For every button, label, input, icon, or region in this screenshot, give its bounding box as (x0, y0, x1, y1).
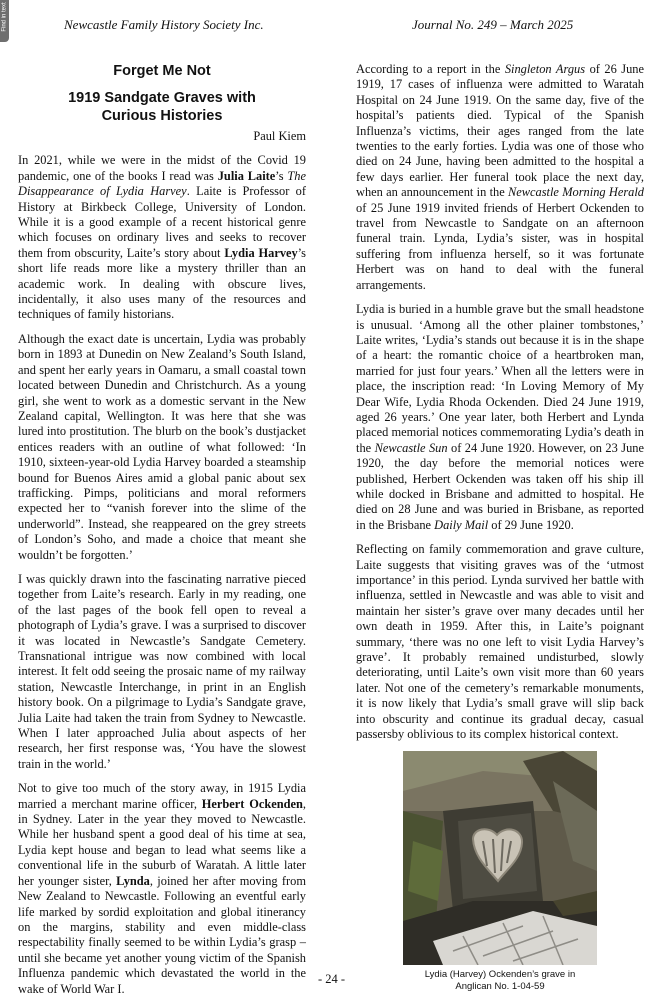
paragraph-1: In 2021, while we were in the midst of the Covid 19 pandemic, one of the books I read was Julia Laite’s The Disappearance of Lydia Harvey. Laite is Professor of History at Birkbeck College, University of London. While it is a good example of a recent historical genre which focuses on ordinary lives and seeks to recover them from obscurity, Laite’s story about Lydia Harvey’s short life reads more like a mystery thriller than an academic work. In dealing with obscure lives, incidentally, it also uses many of the resources and techniques of family historians. (18, 153, 306, 322)
article-title: Forget Me Not (113, 63, 211, 79)
grave-photo-illustration (403, 751, 597, 965)
person-name: Lydia Harvey (224, 245, 298, 260)
find-in-text-tab[interactable] (0, 0, 9, 42)
grave-photo (403, 751, 597, 965)
running-head-right: Journal No. 249 – March 2025 (412, 17, 574, 32)
newspaper-title: Newcastle Sun (374, 440, 448, 455)
find-in-text-label: Find in text (1, 2, 8, 32)
newspaper-title: Singleton Argus (504, 62, 586, 76)
newspaper-title: Newcastle Morning Herald (508, 185, 644, 200)
paragraph-2: Although the exact date is uncertain, Lydia was probably born in 1893 at Dunedin on New Zealand’s South Island, and spent her early years in Oamaru, a small coastal town located between Dunedin and Christchurch. As a young girl, she went to work as a domestic servant in the New Zealand capital, Wellington. It was here that she was lured into prostitution. The blurb on the book’s dustjacket entices readers with an outline of what followed: ‘In 1910, sixteen-year-old Lydia Harvey boarded a steamship bound for Buenos Aires amid a global panic about sex trafficking. Pimps, politicians and moral reformers expected her to “vanish forever into the slime of the underworld”. Instead, she reappeared on the grey streets of London’s Soho, and made a choice that meant she wouldn’t be forgotten.’ (18, 331, 306, 562)
person-name: Lynda (116, 873, 150, 888)
article-subtitle-line2: Curious Histories (101, 108, 223, 124)
author-byline: Paul Kiem (253, 129, 306, 143)
page-number: - 24 - (317, 972, 346, 986)
person-name: Julia Laite (217, 168, 276, 183)
article-subtitle-line1: 1919 Sandgate Graves with (68, 90, 256, 106)
person-name: Herbert Ockenden (201, 796, 303, 811)
paragraph-6: Lydia is buried in a humble grave but the small headstone is unusual. ‘Among all the other plainer tombstones,’ Laite writes, ‘Lydia’s stands out because it is in the shape of a heart: the romantic choice of a heartbroken man, married for just four years.’ When all the letters were in place, the inscription read: ‘In Loving Memory of My Dear Wife, Lydia Rhoda Ockenden. Died 24 June 1919, aged 26 years.’ One year later, both Herbert and Lynda placed memorial notices commemorating Lydia’s death in the Newcastle Sun of 24 June 1920. However, on 23 June 1920, the day before the memorial notices were published, Herbert Ockenden was taken off his ship ill while docked in Brisbane and admitted to hospital. He died on 28 June and was buried in Brisbane, as reported in the Brisbane Daily Mail of 29 June 1920. (356, 302, 644, 532)
book-title: The Disappearance of Lydia Harvey (18, 168, 306, 199)
right-column (356, 62, 644, 993)
photo-caption: Lydia (Harvey) Ockenden’s grave in Anglican No. 1-04-59 (424, 969, 576, 993)
newspaper-title: Daily Mail (434, 517, 489, 532)
left-column (18, 62, 306, 1006)
paragraph-7: Reflecting on family commemoration and grave culture, Laite suggests that visiting graves was of the ‘utmost importance’ in this period. Lynda survived her battle with influenza, settled in Newcastle and was able to visit and maintain her sister’s grave over many decades until her own death in 1959. After this, in Laite’s poignant summary, ‘there was no one left to visit Lydia Harvey’s grave’. It probably remained undisturbed, slowly deteriorating, until Laite’s own visit more than 60 years later. Not one of the cemetery’s remarkable monuments, it is now likely that Lydia’s small grave will slip back into obscurity and continue its gradual decay, casual passersby oblivious to its complex historical context. (356, 542, 644, 742)
paragraph-5: According to a report in the Singleton Argus of 26 June 1919, 17 cases of influenza were admitted to Waratah Hospital on 24 June 1919. On the same day, five of the hospital’s patients died. Typical of the Spanish Influenza’s victims, their ages ranged from the late twenties to the early forties. Lydia was one of those who died on 24 June, having been admitted to the hospital a few days earlier. Her funeral took place the next day, when an announcement in the Newcastle Morning Herald of 25 June 1919 invited friends of Herbert Ockenden to travel from Newcastle to Sandgate on an afternoon funeral train. Lynda, Lydia’s sister, was in hospital suffering from influenza herself, so it was fortunate Herbert was on hand to deal with the funeral arrangements. (356, 62, 644, 292)
paragraph-3: I was quickly drawn into the fascinating narrative pieced together from Laite’s research. Early in my reading, one of the last pages of the book fell open to reveal a photograph of Lydia’s grave. I was a surprised to discover it was located in Newcastle’s Sandgate Cemetery. Transnational intrigue was now combined with local interest. It felt odd seeing the prosaic name of my railway station, Newcastle Interchange, in print in an English history book. On a pilgrimage to Lydia’s Sandgate grave, Julia Laite had taken the train from Sydney to Newcastle. When I later approached Julia about aspects of her research, her first response was, ‘You have the slowest train in the world.’ (18, 571, 306, 771)
paragraph-4: Not to give too much of the story away, in 1915 Lydia married a merchant marine officer, Herbert Ockenden, in Sydney. Later in the year they moved to Newcastle. While her husband spent a good deal of his time at sea, Lydia kept house and began to lead what seems like a conventional life in the suburb of Waratah. A little later her younger sister, Lynda, joined her after moving from New Zealand to Newcastle. Following an eventful early life marked by sordid exploitation and global itinerancy on the margins, stability and even middle-class respectability finally seemed to be within Lydia’s grasp – until she became yet another young victim of the Spanish Influenza pandemic which devastated the world in the wake of World War I. (18, 781, 306, 996)
running-head-left: Newcastle Family History Society Inc. (64, 17, 264, 32)
